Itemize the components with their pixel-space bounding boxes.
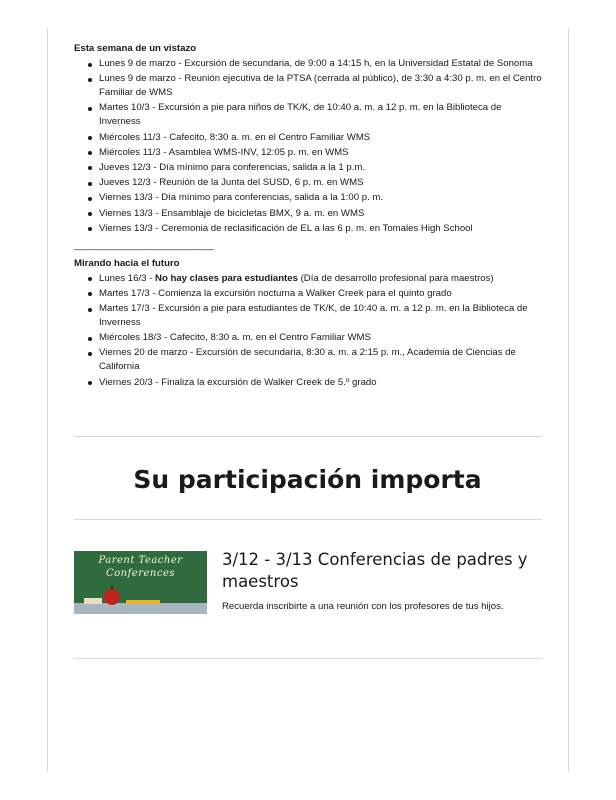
list-item: Miércoles 11/3 - Asamblea WMS-INV, 12:05 p. m. en WMS [99,146,544,160]
this-week-heading: Esta semana de un vistazo [74,43,197,54]
divider [74,436,542,437]
page-right-border [568,28,569,772]
list-item: Lunes 9 de marzo - Reunión ejecutiva de la PTSA (cerrada al público), de 3:30 a 4:30 p. m. en el Centro Familiar de WMS [99,72,544,100]
list-item: Martes 17/3 - Excursión a pie para estudiantes de TK/K, de 10:40 a. m. a 12 p. m. en la Biblioteca de Inverness [99,302,544,330]
conference-image[interactable] [74,551,207,614]
list-item: Viernes 13/3 - Día mínimo para conferencias, salida a la 1:00 p. m. [99,191,544,205]
divider [74,658,542,659]
book-icon [84,598,102,604]
list-item: Viernes 20 de marzo - Excursión de secundaria, 8:30 a. m. a 2:15 p. m., Academia de Ciencias de California [99,346,544,374]
list-item: Miércoles 18/3 - Cafecito, 8:30 a. m. en el Centro Familiar WMS [99,331,544,345]
this-week-list [74,57,544,236]
list-item: Martes 17/3 - Comienza la excursión nocturna a Walker Creek para el quinto grado [99,287,544,301]
apple-stem [111,585,113,590]
future-heading: Mirando hacia el futuro [74,257,180,269]
chalk-ledge [74,603,207,614]
section-title: Su participación importa [133,465,482,494]
list-item: Lunes 9 de marzo - Excursión de secundaria, de 9:00 a 14:15 h, en la Universidad Estatal de Sonoma [99,57,544,71]
item-suffix: (Día de desarrollo profesional para maestros) [297,272,494,284]
text-separator: ________________________________ [74,239,213,251]
future-list [74,272,544,390]
list-item [99,272,544,286]
card-title-link[interactable]: 3/12 - 3/13 Conferencias de padres y maestros [222,550,528,591]
list-item: Martes 10/3 - Excursión a pie para niños de TK/K, de 10:40 a. m. a 12 p. m. en la Biblioteca de Inverness [99,101,544,129]
apple-icon [104,589,120,605]
schedule-section [74,42,544,391]
image-caption-line2: Conferences [105,568,176,579]
item-bold-text: No hay clases para estudiantes [155,272,298,284]
list-item: Jueves 12/3 - Reunión de la Junta del SUSD, 6 p. m. en WMS [99,176,544,190]
list-item: Miércoles 11/3 - Cafecito, 8:30 a. m. en el Centro Familiar WMS [99,131,544,145]
image-caption-line1: Parent Teacher [98,555,183,566]
divider [74,519,542,520]
list-item: Viernes 20/3 - Finaliza la excursión de Walker Creek de 5.º grado [99,376,544,390]
list-item: Viernes 13/3 - Ceremonia de reclasificación de EL a las 6 p. m. en Tomales High School [99,222,544,236]
item-prefix: Lunes 16/3 - [99,272,156,284]
page-left-border [47,28,48,772]
list-item: Jueves 12/3 - Día mínimo para conferencias, salida a la 1 p.m. [99,161,544,175]
card-description: Recuerda inscribirte a una reunión con los profesores de tus hijos. [222,601,504,612]
list-item: Viernes 13/3 - Ensamblaje de bicicletas BMX, 9 a. m. en WMS [99,207,544,221]
pencil-icon [126,600,160,604]
